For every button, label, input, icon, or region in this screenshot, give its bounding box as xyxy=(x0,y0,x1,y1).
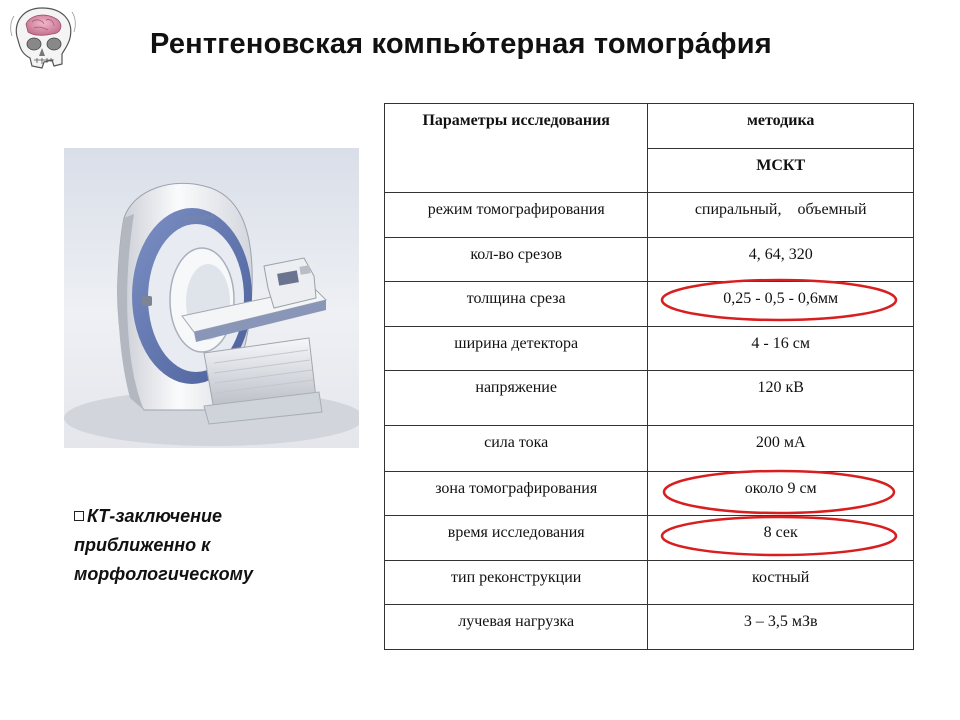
checkbox-bullet-icon xyxy=(74,511,84,521)
param-cell: толщина среза xyxy=(385,282,648,327)
table-row xyxy=(385,371,914,426)
value-cell: 200 мА xyxy=(648,426,914,472)
skull-icon xyxy=(4,2,80,74)
ct-scanner-photo xyxy=(64,148,359,448)
page-title: Рентгеновская компью́терная томогра́фия xyxy=(150,28,772,60)
table-row xyxy=(385,238,914,282)
table-row xyxy=(385,516,914,561)
value-cell: 120 кВ xyxy=(648,371,914,426)
method-name: МСКТ xyxy=(648,149,914,193)
param-cell: лучевая нагрузка xyxy=(385,605,648,650)
table-row xyxy=(385,327,914,371)
param-cell: ширина детектора xyxy=(385,327,648,371)
conclusion-note xyxy=(74,502,324,589)
table-row xyxy=(385,605,914,650)
param-cell: зона томографирования xyxy=(385,472,648,516)
svg-text:TOSHIBA: TOSHIBA xyxy=(183,213,215,224)
table-row xyxy=(385,426,914,472)
param-cell: время исследования xyxy=(385,516,648,561)
param-cell: кол-во срезов xyxy=(385,238,648,282)
param-cell: режим томографирования xyxy=(385,193,648,238)
table-row xyxy=(385,282,914,327)
table-header-row xyxy=(385,104,914,149)
value-cell: спиральный, объемный xyxy=(648,193,914,238)
header-method: методика xyxy=(648,104,914,149)
parameters-table xyxy=(384,103,914,650)
table-row xyxy=(385,472,914,516)
table-row xyxy=(385,193,914,238)
value-cell: костный xyxy=(648,561,914,605)
param-cell: тип реконструкции xyxy=(385,561,648,605)
param-cell: напряжение xyxy=(385,371,648,426)
value-cell: 0,25 - 0,5 - 0,6мм xyxy=(648,282,914,327)
conclusion-note-text: КТ-заключение приближенно к морфологическому xyxy=(74,506,253,584)
param-cell: сила тока xyxy=(385,426,648,472)
header-param: Параметры исследования xyxy=(385,104,648,193)
value-cell: 4, 64, 320 xyxy=(648,238,914,282)
value-cell: около 9 см xyxy=(648,472,914,516)
table-row xyxy=(385,561,914,605)
value-cell: 4 - 16 см xyxy=(648,327,914,371)
value-cell: 3 – 3,5 мЗв xyxy=(648,605,914,650)
value-cell: 8 сек xyxy=(648,516,914,561)
